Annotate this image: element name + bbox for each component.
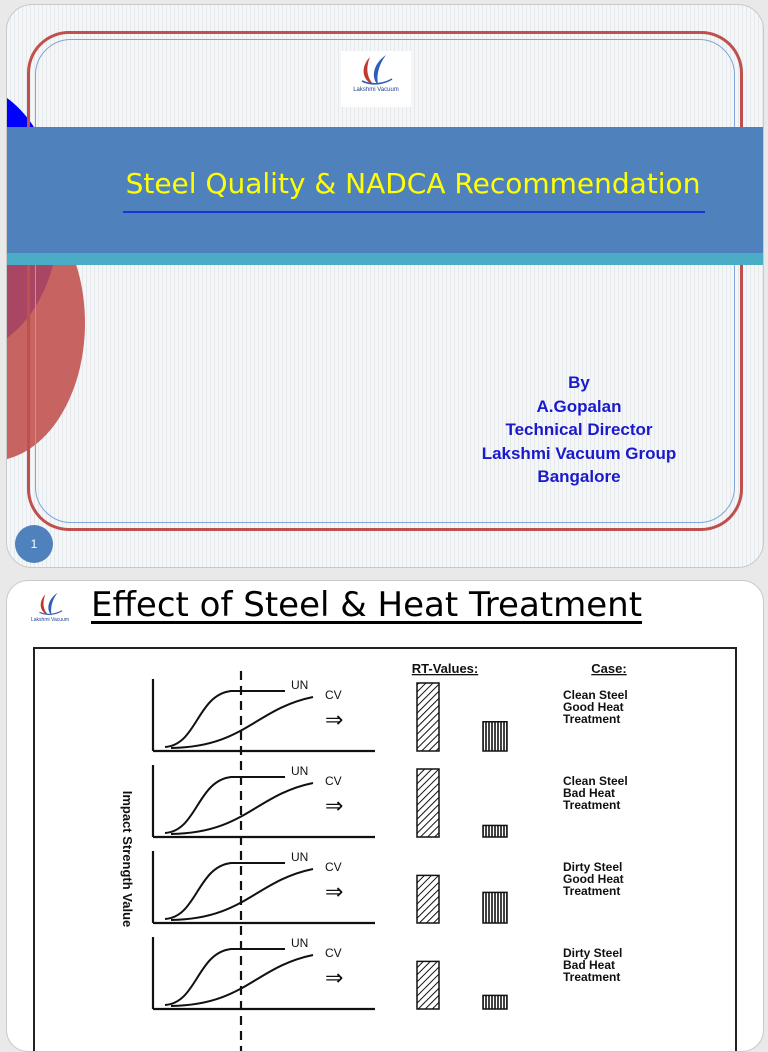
author-line: A.Gopalan	[536, 396, 622, 416]
case-label: Clean Steel	[563, 688, 628, 702]
impact-strength-figure	[33, 647, 737, 1052]
cv-label: CV	[325, 860, 342, 874]
author-line: Lakshmi Vacuum Group	[481, 443, 677, 463]
rt-bar-cv	[483, 995, 507, 1009]
case-label: Treatment	[563, 712, 621, 726]
case-header: Case:	[591, 661, 627, 676]
figure-canvas	[35, 649, 735, 1052]
arrow-icon: ⇒	[325, 966, 344, 991]
un-label: UN	[291, 678, 309, 692]
case-label: Dirty Steel	[563, 946, 623, 960]
figure-rows	[153, 678, 628, 1009]
y-axis-label: Impact Strength Value	[120, 790, 135, 928]
cv-label: CV	[325, 688, 342, 702]
rt-bar-un	[417, 769, 439, 837]
case-label: Treatment	[563, 970, 621, 984]
arrow-icon: ⇒	[325, 708, 344, 733]
title-slide	[6, 4, 764, 568]
page-number-badge: 1	[15, 525, 53, 563]
author-line: By	[568, 373, 590, 392]
figure-row	[153, 764, 628, 837]
content-slide	[6, 580, 764, 1052]
company-logo	[25, 589, 75, 629]
author-line: Bangalore	[537, 467, 621, 486]
author-block	[447, 371, 711, 489]
un-label: UN	[291, 764, 309, 778]
logo-mark-icon	[356, 51, 396, 89]
logo-text: Lakshmi Vacuum	[353, 87, 399, 93]
un-label: UN	[291, 850, 309, 864]
slide-title: Steel Quality & NADCA Recommendation	[125, 167, 701, 200]
cv-label: CV	[325, 946, 342, 960]
banner-strip	[7, 253, 763, 265]
cv-label: CV	[325, 774, 342, 788]
case-label: Clean Steel	[563, 774, 628, 788]
rt-bar-cv	[483, 892, 507, 923]
slide-title: Effect of Steel & Heat Treatment	[91, 585, 643, 625]
rt-bar-un	[417, 875, 439, 923]
case-label: Bad Heat	[563, 786, 616, 800]
company-logo	[341, 51, 411, 107]
un-label: UN	[291, 936, 309, 950]
title-underline	[123, 211, 705, 213]
logo-mark-icon	[35, 589, 65, 619]
case-label: Dirty Steel	[563, 860, 623, 874]
rt-bar-cv	[483, 825, 507, 837]
case-label: Good Heat	[563, 872, 624, 886]
figure-row	[153, 678, 628, 751]
rt-values-header: RT-Values:	[411, 661, 479, 676]
author-line: Technical Director	[505, 420, 653, 439]
figure-row	[153, 936, 622, 1009]
arrow-icon: ⇒	[325, 880, 344, 905]
arrow-icon: ⇒	[325, 794, 344, 819]
case-label: Treatment	[563, 884, 621, 898]
rt-bar-un	[417, 683, 439, 751]
case-label: Good Heat	[563, 700, 624, 714]
case-label: Bad Heat	[563, 958, 616, 972]
logo-text: Lakshmi Vacuum	[31, 617, 69, 623]
rt-bar-cv	[483, 722, 507, 751]
case-label: Treatment	[563, 798, 621, 812]
rt-bar-un	[417, 961, 439, 1009]
figure-row	[153, 850, 624, 923]
